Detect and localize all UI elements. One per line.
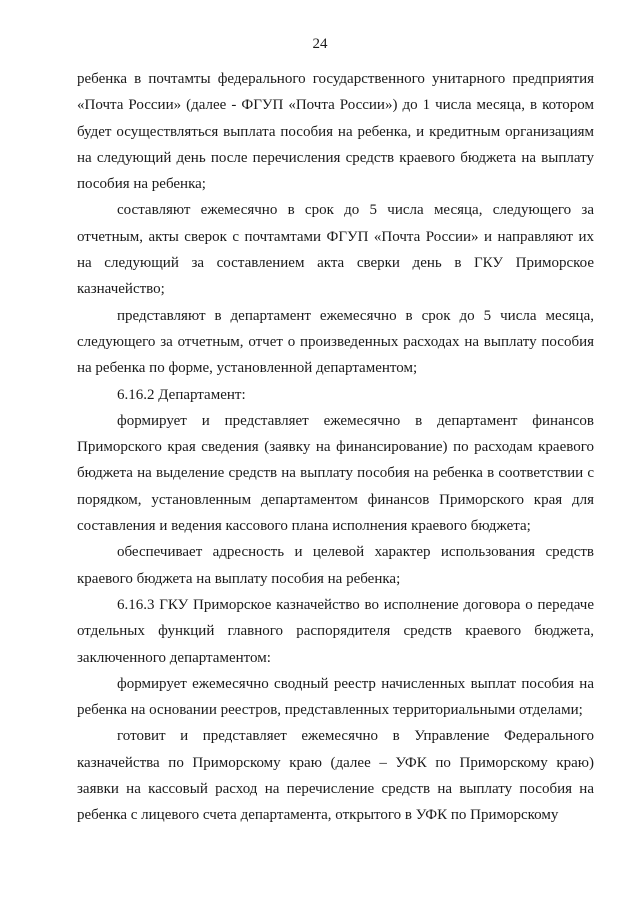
paragraph-summary-register: формирует ежемесячно сводный реестр начисленных выплат пособия на ребенка на основании реестров, представленных территориальными отделами; [77,675,594,719]
paragraph-acts-reconciliation: составляют ежемесячно в срок до 5 числа месяца, следующего за отчетным, акты сверок с почтамтами ФГУП «Почта России» и направляют их на следующий за составлением акта сверки день в ГКУ Приморское казначейство; [77,202,594,298]
document-body [77,66,594,829]
paragraph-targeting: обеспечивает адресность и целевой характер использования средств краевого бюджета на выплату пособия на ребенка; [77,544,594,587]
page-number: 24 [312,36,328,52]
section-heading-6-16-3: 6.16.3 ГКУ Приморское казначейство во исполнение договора о передаче отдельных функций главного распорядителя средств краевого бюджета, заключенного департаментом: [77,596,594,666]
paragraph-continuation: ребенка в почтамты федерального государственного унитарного предприятия «Почта России» (далее - ФГУП «Почта России») до 1 числа месяца, в котором будет осуществляться выплата пособия на ребенка, и кредитным организациям на следующий день после перечисления средств краевого бюджета на выплату пособия на ребенка; [77,71,594,193]
paragraph-funding-request: формирует и представляет ежемесячно в департамент финансов Приморского края сведения (заявку на финансирование) по расходам краевого бюджета на выделение средств на выплату пособия на ребенка в соответствии с порядком, установленным департаментом финансов Приморского края для составления и ведения кассового плана исполнения краевого бюджета; [77,412,594,535]
paragraph-expense-report: представляют в департамент ежемесячно в срок до 5 числа месяца, следующего за отчетным, отчет о произведенных расходах на выплату пособия на ребенка по форме, установленной департаментом; [77,307,594,377]
paragraph-cash-request: готовит и представляет ежемесячно в Управление Федерального казначейства по Приморскому краю (далее – УФК по Приморскому краю) заявки на кассовый расход на перечисление средств на выплату пособия на ребенка с лицевого счета департамента, открытого в УФК по Приморскому [77,728,594,824]
section-heading-6-16-2: 6.16.2 Департамент: [117,386,246,403]
